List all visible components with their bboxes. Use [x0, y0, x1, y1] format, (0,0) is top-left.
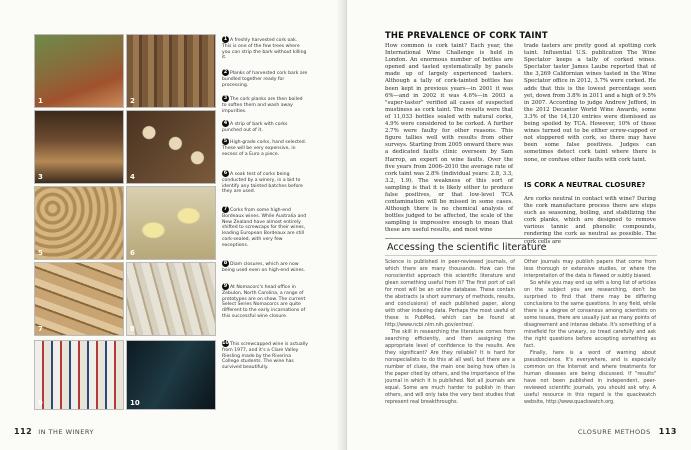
- photo-number: 3: [38, 173, 43, 181]
- caption-3: 3 The cork planks are then boiled to soften them and wash away impurities.: [222, 95, 303, 114]
- body-column-b: trade tasters are pretty good at spotting cork taint. Influential U.S. publication The Wine Spectator keeps a tally of corked wines. Spectator taster James Laube reported that of the 3,269 Californian wines tasted in the Wine Spectator office in 2012, 3.7% were corked. He adds that this is the lowest percentage seen yet, down from 3.8% in 2011 and a high of 9.5% in 2007. According to judge Andrew Jefford, in the 2012 Decanter World Wine Awards, some 3.3% of the 14,120 entries were dismissed as being spoiled by TCA. However, 10% of those wines turned out to be either screw-capped or not stoppered with cork, so there may have been some false positives. Judges can sometimes detect cork taint where there is none, or confuse other faults with cork taint.: [524, 43, 656, 163]
- caption-8: 8 Diam closures, which are now being used even on high-end wines.: [222, 260, 306, 273]
- divider: [385, 238, 657, 239]
- body-column-a: How common is cork taint? Each year, the International Wine Challenge is held in London. An enormous number of bottles are opened and tasted systematically by panels made up of largely experienced tasters. Although a tally of cork-tainted bottles has been kept in previous years—in 2001 it was 6%—and in 2002 it was 4.6%—in 2003 a "super-taster" verified all cases of suspected mustiness as cork taint. The results were that of 11,033 bottles sealed with natural corks, 4.9% were considered to be corked. A further 2.7% were faulty for other reasons. This figure tallies well with results from other surveys. Starting from 2005 onward there was a dedicated faults clinic overseen by Sam Harrop, an expert on wine faults. Over the five years from 2006–2010 the average rate of cork taint was 2.8% (individual years: 2.8, 3.3, 3.2, 1.9). The weakness of this sort of sampling is that it is likely either to produce false positives, or that low-level TCA contamination will be missed in some cases. Although there is no chemical analysis of bottles judged to be affected, the scale of the sampling is impressive enough to mean that these are useful results, and most wine: [385, 43, 513, 234]
- caption-7: 7 Corks from some high-end Bordeaux wines. While Australia and New Zealand have almost entirely shifted to screwcaps for their wines, leading European Bordeaux are still cork-sealed, with very few exceptions.: [222, 206, 307, 248]
- photo-number: 7: [38, 325, 43, 333]
- caption-4: 4 A strip of bark with corks punched out of it.: [222, 120, 288, 133]
- right-page: [347, 0, 691, 450]
- section-title: THE PREVALENCE OF CORK TAINT: [385, 30, 548, 40]
- photo-2: [126, 34, 216, 108]
- caption-6: 6 A soak test of corks being conducted by a winery, in a bid to identify any tainted batches before they are used.: [222, 170, 303, 195]
- photo-number: 5: [38, 249, 43, 257]
- section-name: IN THE WINERY: [38, 428, 94, 436]
- page-number: 113: [658, 427, 677, 436]
- photo-9: [34, 340, 124, 410]
- caption-1: 1 A freshly harvested cork oak. This is one of the few trees where you can strip the bark without killing it.: [222, 36, 307, 61]
- boxout-column-a: Science is published in peer-reviewed journals, of which there are many thousands. How can the nonscientist approach this scientific literature and glean something useful from it? The first port of call for most will be an online database. These contain the abstracts (a short summary of methods, results, and conclusions) of each published paper, along with other indexing data. Perhaps the most useful of these is PubMed, which can be found at http://www.ncbi.nlm.nih.gov/entrez/. The skill in researching the literature comes from searching efficiently, and then assigning the appropriate level of confidence to the results. Are they significant? Are they reliable? It is hard for nonspecialists to do this at all well, but there are a number of clues, the main one being how often is the paper cited by others, and the importance of the journal in which it is published. Not all journals are equal. Some are much harder to publish in than others, and will only take the very best studies that represent real breakthroughs.: [385, 259, 515, 405]
- photo-7: [34, 262, 124, 336]
- page-number: 112: [14, 427, 33, 436]
- photo-number: 6: [130, 249, 135, 257]
- caption-10: 10This screwcapped wine is actually from 1977, and it's a Clare Valley Riesling made by the Riverina College students. The wine has survived beautifully.: [222, 340, 309, 371]
- photo-5: [34, 186, 124, 260]
- boxout-column-b: Other journals may publish papers that come from less thorough or extensive studies, or where the interpretation of the data is flawed or subtly biased. So while you may end up with a long list of articles on the subject you are researching, don't be surprised to find that there may be differing conclusions to the same questions. In any field, while there is a degree of consensus among scientists on some issues, there are usually just as many points of disagreement and intense debate. It's something of a minefield for the unwary, so tread carefully and ask the right questions before accepting something as fact. Finally, here is a word of warning about pseudoscience. It's everywhere, and is especially common on the Internet and where treatments for human diseases are being discussed. If "results" have not been published in independent, peer-reviewed scientific journals, you should ask why. A useful resource in this regard is the quackwatch website, http://www.quackwatch.org.: [524, 259, 656, 405]
- caption-2: 2 Planks of harvested cork bark are bundled together ready for processing.: [222, 69, 308, 88]
- caption-5: 5 High-grade corks, hand selected. These will be very expensive, in excess of a Euro a piece.: [222, 138, 307, 157]
- photo-4: [126, 110, 216, 184]
- photo-10: [126, 340, 216, 410]
- photo-number: 9: [38, 399, 43, 407]
- left-footer: [14, 427, 94, 436]
- right-footer: [578, 427, 677, 436]
- photo-number: 10: [130, 399, 140, 407]
- photo-number: 1: [38, 97, 43, 105]
- photo-number: 2: [130, 97, 135, 105]
- photo-6: [126, 186, 216, 260]
- photo-number: 8: [130, 325, 135, 333]
- subheading: IS CORK A NEUTRAL CLOSURE?: [524, 181, 646, 189]
- section-name: CLOSURE METHODS: [577, 428, 651, 436]
- caption-9: 9 At Nomacorc's head office in Zebulon, North Carolina, a range of prototypes are on show. The current Select Series Nomacorcs are quite different to the early incarnations of this successful wine closure.: [222, 283, 306, 319]
- photo-1: [34, 34, 124, 108]
- body-column-b2: Are corks neutral in contact with wine? During the cork manufacture process there are steps such as seasoning, boiling, and stabilizing the cork planks, which are designed to remove various tannic and phenolic compounds, rendering the cork as neutral as possible. The cork cells are: [524, 196, 656, 245]
- boxout-heading: Accessing the scientific literature: [387, 242, 547, 253]
- photo-8: [126, 262, 216, 336]
- photo-3: [34, 110, 124, 184]
- divider: [385, 255, 657, 256]
- photo-number: 4: [130, 173, 135, 181]
